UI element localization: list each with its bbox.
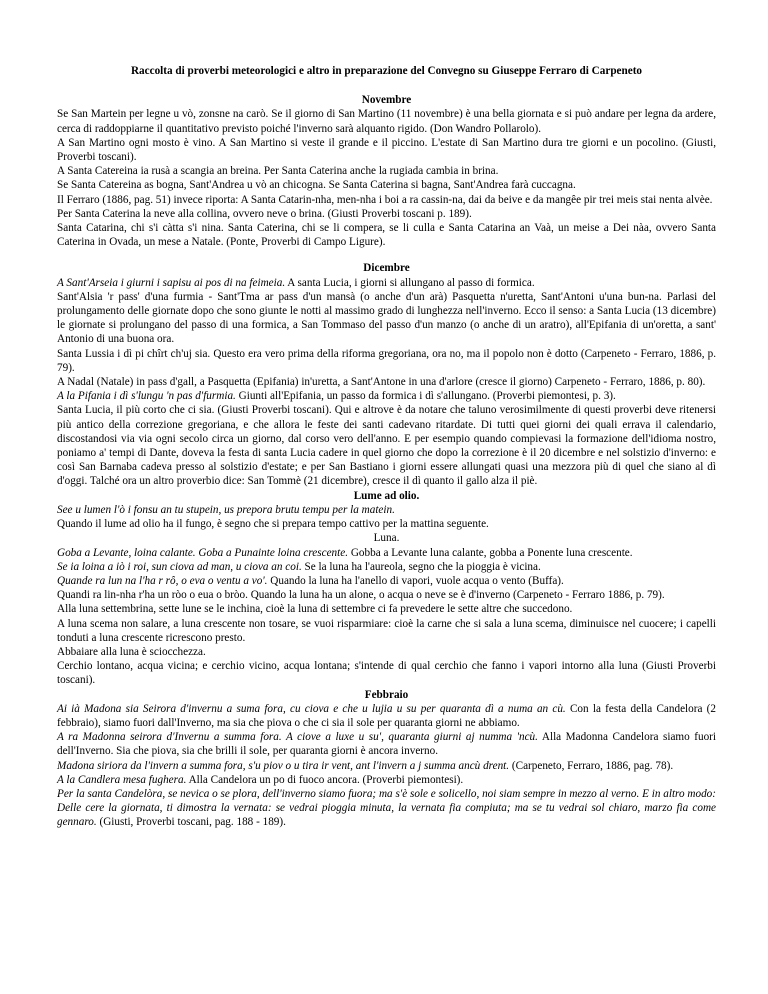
paragraph-text: Quando la luna ha l'anello di vapori, vuole acqua o vento (Buffa). [267,574,564,587]
paragraph: Quandi ra lin-nha r'ha un ròo o eua o bròo. Quando la luna ha un alone, o acqua o neve se è d'inverno (Carpeneto - Ferraro 1886, p. 79). [57,589,665,602]
paragraph-text: Con la festa della Candelora (2 febbraio), siamo fuori dall'Inverno, ma sia che piova o che ci sia il sole per quaranta giorni ne abbiamo. [57,702,716,729]
paragraph [57,730,716,758]
paragraph: Sant'Alsia 'r pass' d'una furmia - Sant'Tma ar pass d'un mansà (o anche d'un arà) Pasquetta n'uretta, Sant'Antoni u'una bun-na. Parlasi del prolungamento delle giornate dopo che sono giunte le notti al massimo grado di lunghezza nell'inverno. Ecco il senso: a Santa Lucia (13 dicembre) le giornate si prolungano del passo di una formica, a San Tommaso del passo d'un manzo (o anche di un aratro), all'Epifania di un'oretta, a sant' Antonio di una buona ora. [57,290,716,346]
paragraph [57,389,716,403]
paragraph [57,759,716,773]
paragraph: Quando il lume ad olio ha il fungo, è segno che si prepara tempo cattivo per la mattina seguente. [57,518,489,531]
paragraph [57,787,716,830]
paragraph-text: (Carpeneto, Ferraro, 1886, pag. 78). [509,759,674,772]
heading-dicembre: Dicembre [363,262,410,275]
paragraph-text: (Giusti, Proverbi toscani, pag. 188 - 189). [96,816,286,829]
proverb-italic: Per la santa Candelòra, se nevica o se plora, dell'inverno siamo fuora; ma s'è sole e solicello, noi siam sempre in mezzo al verno. E in altro modo: Delle cere la giornata, ti dimostra la vernata: se vedrai pioggia minuta, la vernata fia compiuta; ma se tu vedrai sol chiaro, marzo fia come gennaro. [57,787,716,829]
paragraph: Santa Catarina, chi s'i càtta s'i nina. Santa Caterina, chi se li compera, se li culla e Santa Catarina an Vaà, un meise a Dei nàa, ovvero Santa Caterina in Ovada, un mese a Natale. (Ponte, Proverbi di Campo Ligure). [57,222,716,249]
paragraph [57,276,716,290]
paragraph [57,773,716,787]
paragraph-text: Gobba a Levante luna calante, gobba a Ponente luna crescente. [348,546,633,559]
paragraph: Santa Lucia, il più corto che ci sia. (Giusti Proverbi toscani). Qui e altrove è da notare che taluno verosimilmente di questi proverbi deve ritenersi più antico della correzione gregoriana, e che allora le feste dei santi cadevano ritardate. Di tutti quei giorni dei quali errava il calendario, discostandosi via via ogni secolo circa un giorno, dal corso vero dell'anno. E per esempio quando compievasi la formazione dell'idioma nostro, poniamo a' tempi di Dante, doveva la festa di santa Lucia cadere in quel giorno che dopo la correzione è il 20 dicembre e nel solstizio d'inverno: e così San Barnaba cadeva presso al solstizio d'estate; e per San Bastiano i giorni essere allungati quasi una mezzora più di quel che siano al dì d'oggi. Talché ora un altro proverbio dice: San Tommè (21 dicembre), cresce il dì quanto il gallo alza il piè. [57,404,716,488]
proverb-italic: Madona siriora da l'invern a summa fora, s'u piov o u tira ir vent, ant l'invern a j summa ancù drent. [57,759,510,772]
proverb-italic: See u lumen l'ò i fonsu an tu stupein, us prepora brutu tempu per la matein. [57,503,395,516]
paragraph [57,546,716,560]
paragraph [57,574,716,588]
paragraph: Cerchio lontano, acqua vicina; e cerchio vicino, acqua lontana; s'intende di qual cerchio che fanno i vapori intorno alla luna (Giusti Proverbi toscani). [57,660,716,687]
proverb-italic: Goba a Levante, loina calante. Goba a Punainte loina crescente. [57,546,349,559]
proverb-italic: A Sant'Arseia i giurni i sapisu ai pos di na feimeia. [57,276,286,289]
paragraph-text: A santa Lucia, i giorni si allungano al passo di formica. [285,276,535,289]
paragraph-text: Se la luna ha l'aureola, segno che la pioggia è vicina. [301,560,541,573]
paragraph [57,702,716,730]
paragraph: Abbaiare alla luna è sciocchezza. [57,645,206,658]
proverb-italic: Ai ià Madona sia Seirora d'invernu a suma fora, cu ciova e che u lujia u su per quaranta dì a numa an cù. [57,702,566,715]
paragraph-text: Alla Candelora un po di fuoco ancora. (Proverbi piemontesi). [186,773,464,786]
paragraph: Il Ferraro (1886, pag. 51) invece riporta: A Santa Catarin-nha, men-nha i boi a ra cassin-na, dai da beive e da mangêe pir trei meis stai nenta alvèe. [57,193,713,206]
heading-febbraio: Febbraio [364,688,409,701]
paragraph [57,560,716,574]
document-title: Raccolta di proverbi meteorologici e altro in preparazione del Convegno su Giuseppe Ferraro di Carpeneto [130,65,643,77]
paragraph: Se Santa Catereina as bogna, Sant'Andrea u vò an chicogna. Se Santa Caterina si bagna, Sant'Andrea farà cuccagna. [57,179,576,192]
paragraph: Se San Martein per legne u vò, zonsne na carò. Se il giorno di San Martino (11 novembre) è una bella giornata e si può andare per legna da ardere, cerca di raddoppiarne il quantitativo previsto poiché l'inverno sarà alquanto rigido. (Don Wandro Pollarolo). [57,108,716,135]
proverb-italic: Quande ra lun na l'ha r rô, o eva o ventu a vo'. [57,574,268,587]
paragraph: A San Martino ogni mosto è vino. A San Martino si veste il grande e il piccino. L'estate di San Martino dura tre giorni e un pocolino. (Giusti, Proverbi toscani). [57,136,716,164]
paragraph: Alla luna settembrina, sette lune se le inchina, cioè la luna di settembre ci fa prevedere le sette altre che succedono. [57,603,573,616]
proverb-italic: A la Pifania i dì s'lungu 'n pas d'furmia. [57,390,236,403]
paragraph: Santa Lussia i dì pi chîrt ch'uj sia. Questo era vero prima della riforma gregoriana, ora no, ma il popolo non è dotto (Carpeneto - Ferraro, 1886, p. 79). [57,347,716,374]
paragraph-text: Alla Madonna Candelora siamo fuori dell'Inverno. Sia che piova, sia che brilli il sole, per quaranta giorni è ancora inverno. [57,731,716,758]
paragraph [57,503,716,517]
paragraph: A Nadal (Natale) in pass d'gall, a Pasquetta (Epifania) in'uretta, a Sant'Antone in una d'arlore (cresce il giorno) Carpeneto - Ferraro, 1886, p. 80). [57,376,706,389]
heading-novembre: Novembre [361,94,412,107]
proverb-italic: Se ia loina a iò i roi, sun ciova ad man, u ciova an coi. [57,560,302,573]
heading-lume: Lume ad olio. [353,489,420,502]
paragraph: Per Santa Caterina la neve alla collina, ovvero neve o brina. (Giusti Proverbi toscani p. 189). [57,207,472,220]
proverb-italic: A ra Madonna seirora d'Invernu a summa fora. A ciove a luxe u su', quaranta giurni aj numma 'ncù. [57,731,538,744]
paragraph: A Santa Catereina ia rusà a scangia an breina. Per Santa Caterina anche la rugiada cambia in brina. [57,165,499,178]
paragraph: A luna scema non salare, a luna crescente non tosare, se vuoi risparmiare: cioè la carne che si sala a luna scema, diminuisce nel cuocere; i capelli tonduti a luna crescente ricrescono presto. [57,617,716,644]
paragraph-text: Giunti all'Epifania, un passo da formica i dì s'allungano. (Proverbi piemontesi, p. 3). [235,390,616,403]
proverb-italic: A la Candlera mesa fughera. [57,773,187,786]
heading-luna: Luna. [373,532,400,545]
